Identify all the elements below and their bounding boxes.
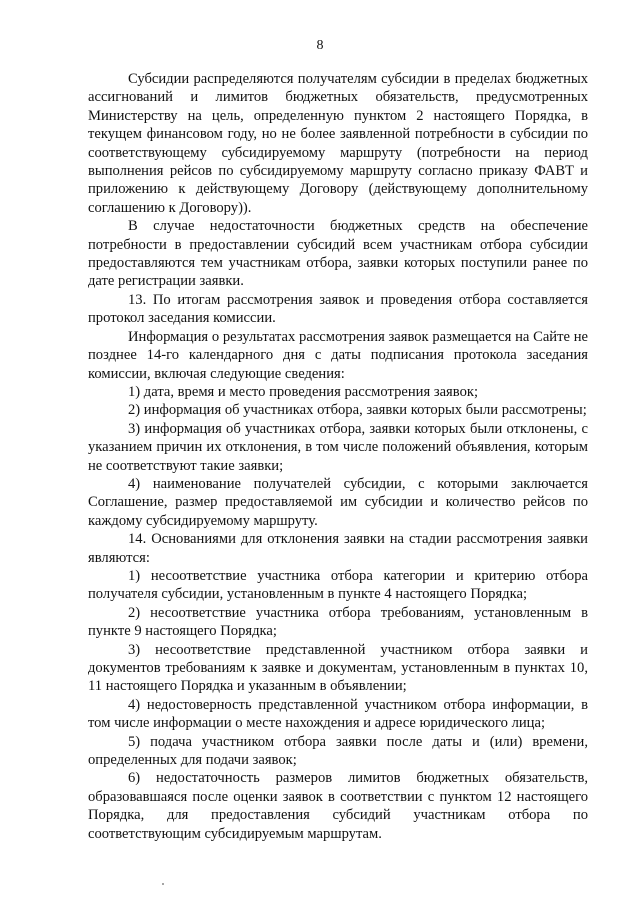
list-item-rejection-3: 3) несоответствие представленной участником отбора заявки и документов требованиям к заявке и документам, установленным в пунктах 10, 11 настоящего Порядка и указанным в объявлении; [88,641,588,695]
list-item-rejection-1: 1) несоответствие участника отбора категории и критерию отбора получателя субсидии, установленным в пункте 4 настоящего Порядка; [88,567,588,603]
paragraph-insufficient-funds: В случае недостаточности бюджетных средств на обеспечение потребности в предоставлении субсидий всем участникам отбора субсидии предоставляются тем участникам отбора, заявки которых поступили ранее по дате регистрации заявки. [88,218,588,290]
list-item-rejection-6: 6) недостаточность размеров лимитов бюджетных обязательств, образовавшаяся после оценки заявок в соответствии с пунктом 12 настоящего Порядка, для предоставления субсидий участникам отбора по соответствующим субсидируемым маршрутам. [88,770,588,842]
paragraph-item-14: 14. Основаниями для отклонения заявки на стадии рассмотрения заявки являются: [88,531,588,566]
list-item-rejection-2: 2) несоответствие участника отбора требованиям, установленным в пункте 9 настоящего Порядка; [88,604,588,640]
list-item-results-3: 3) информация об участниках отбора, заявки которых были отклонены, с указанием причин их отклонения, в том числе положений объявления, которым не соответствуют такие заявки; [88,420,588,474]
list-item-rejection-4: 4) недостоверность представленной участником отбора информации, в том числе информации о месте нахождения и адресе юридического лица; [88,696,588,732]
scan-artifact [162,883,164,885]
paragraph-subsidy-distribution: Субсидии распределяются получателям субсидии в пределах бюджетных ассигнований и лимитов бюджетных обязательств, предусмотренных Министерству на цель, определенную пунктом 2 настоящего Порядка, в текущем финансовом году, но не более заявленной потребности в субсидии по соответствующему субсидируемому маршруту (потребности на период выполнения рейсов по субсидируемому маршруту согласно приказу ФАВТ и приложению к действующему Договору (действующему дополнительному соглашению к Договору)). [88,71,588,216]
document-body [88,70,588,843]
list-item-results-1: 1) дата, время и место проведения рассмотрения заявок; [128,383,479,400]
list-item-rejection-5: 5) подача участником отбора заявки после даты и (или) времени, определенных для подачи заявок; [88,733,588,769]
paragraph-item-13: 13. По итогам рассмотрения заявок и проведения отбора составляется протокол заседания комиссии. [88,291,588,327]
page-number: 8 [316,38,324,53]
paragraph-results-info: Информация о результатах рассмотрения заявок размещается на Сайте не позднее 14-го календарного дня с даты подписания протокола заседания комиссии, включая следующие сведения: [88,328,588,382]
list-item-results-2: 2) информация об участниках отбора, заявки которых были рассмотрены; [128,402,587,419]
list-item-results-4: 4) наименование получателей субсидии, с которыми заключается Соглашение, размер предоставляемой им субсидии и количество рейсов по каждому субсидируемому маршруту. [88,475,588,529]
